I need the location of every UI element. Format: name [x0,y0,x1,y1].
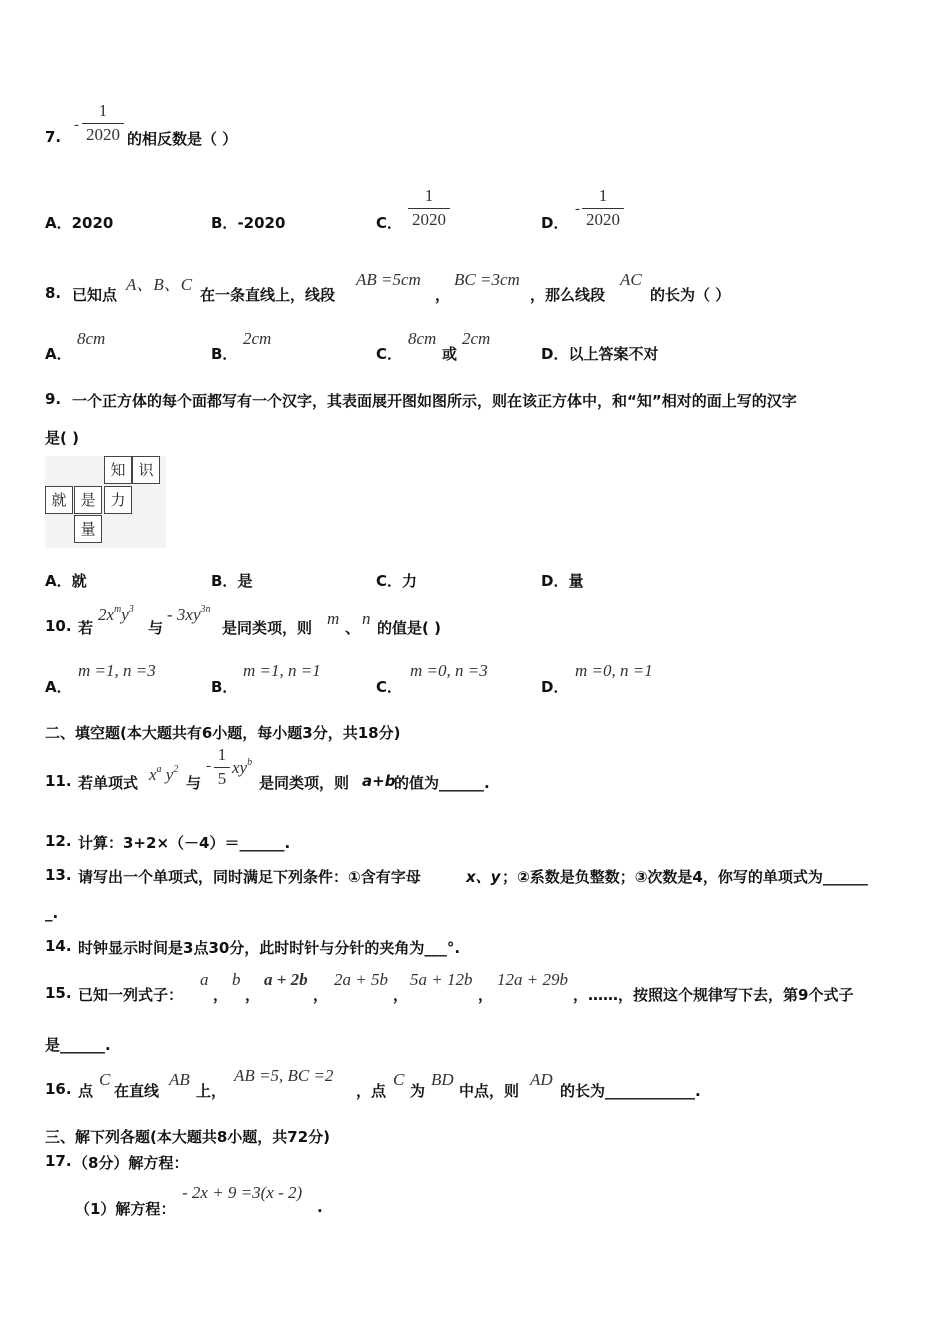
q13-text-2: ；②系数是负整数；③次数是4，你写的单项式为______ [502,868,868,886]
net-cell-zhi: 知 [104,456,132,484]
q14-number: 14. [45,937,72,955]
q10-term-1: $2x^my^3$ [98,604,134,624]
q8-text-5: 的长为（ ） [650,286,731,304]
q8-math-points: A、B、C [126,275,193,294]
q15-item-2: b [232,970,241,989]
q16-text-3: 上， [196,1082,227,1100]
section-3-heading: 三、解下列各题(本大题共8小题，共72分) [45,1128,331,1146]
q15-comma-4: ， [393,986,409,1004]
q8-option-c-math2: 2cm [462,329,491,348]
q7-option-d-fraction: 1 2020 [582,186,624,230]
q11-fraction: 1 5 [214,745,230,789]
q10-option-d-math: m =0, n =1 [575,661,653,680]
q13-line-2: _. [45,904,59,922]
q7-frac-num: 1 [98,101,108,120]
q8-option-a-math: 8cm [77,329,106,348]
q10-term-2: - $3xy^{3n}$ [167,604,211,624]
q13-xy: x、y [466,868,501,886]
q16-number: 16. [45,1080,72,1098]
q16-text-1: 点 [78,1082,94,1100]
q15-item-1: a [200,970,209,989]
q17-number: 17. [45,1152,72,1170]
q15-item-6: 12a + 29b [497,970,568,989]
q10-text-2: 与 [148,619,164,637]
q15-item-5: 5a + 12b [410,970,473,989]
q17-dot: . [317,1198,323,1216]
q10-text-3: 是同类项，则 [222,619,313,637]
q15-text-2: ，……，按照这个规律写下去，第9个式子 [573,986,854,1004]
q8-option-b-math: 2cm [243,329,272,348]
net-cell-jiu: 就 [45,486,73,514]
q12-number: 12. [45,832,72,850]
q11-text-2: 与 [186,774,202,792]
q9-option-b: B．是 [211,572,253,590]
net-cell-shi2: 是 [74,486,102,514]
q10-option-c-math: m =0, n =3 [410,661,488,680]
q17-sub-label: （1）解方程： [75,1200,176,1218]
q7-text: 的相反数是（ ） [127,130,238,148]
q16-text-5: 为 [410,1082,426,1100]
q12-text: 计算：3+2×（－4）＝______. [78,834,291,852]
q16-math-c2: C [393,1070,405,1089]
q10-option-a-math: m =1, n =3 [78,661,156,680]
q15-comma-2: ， [245,986,261,1004]
q11-minus: - [206,758,211,774]
q10-separator: 、 [345,619,361,637]
q7-option-c-label: C． [376,214,403,232]
q16-math-condition: AB =5, BC =2 [234,1066,334,1085]
q13-number: 13. [45,866,72,884]
q15-comma-5: ， [478,986,494,1004]
q10-option-c-label: C． [376,678,403,696]
q16-text-6: 中点，则 [459,1082,520,1100]
q8-text-2: 在一条直线上，线段 [200,286,336,304]
q11-text-3: 是同类项，则 [259,774,350,792]
q15-item-4: 2a + 5b [334,970,388,989]
q10-number: 10. [45,617,72,635]
q16-math-c: C [99,1070,111,1089]
q10-option-a-label: A． [45,678,72,696]
q15-item-3: a + 2b [264,970,308,989]
q8-option-c-math: 8cm [408,329,437,348]
q16-math-ad: AD [530,1070,553,1089]
q11-ab: a+b [362,772,396,790]
net-cell-shi: 识 [132,456,160,484]
q8-text-4: ，那么线段 [530,286,606,304]
q9-line-1: 一个正方体的每个面都写有一个汉字，其表面展开图如图所示，则在该正方体中，和“知”相对的面上写的汉字 [72,392,797,410]
q11-text-4: 的值为______. [394,774,490,792]
q7-option-b: B．-2020 [211,214,286,232]
q17-text: （8分）解方程： [73,1154,189,1172]
q10-text-1: 若 [78,619,94,637]
cube-net-figure [45,456,166,548]
q7-minus: - [74,117,79,133]
q11-number: 11. [45,772,72,790]
q11-term-2: $xy^b$ [232,757,253,777]
q10-var-m: m [327,609,340,628]
q10-option-b-math: m =1, n =1 [243,661,321,680]
q10-option-d-label: D． [541,678,569,696]
q11-term-1: $x^a$ $y^2$ [149,764,179,784]
q15-text-1: 已知一列式子： [78,986,184,1004]
q7-option-c-fraction: 1 2020 [408,186,450,230]
net-cell-li: 力 [104,486,132,514]
q10-var-n: n [362,609,371,628]
q8-math-bc: BC =3cm [454,270,520,289]
q7-frac-den: 2020 [86,125,120,144]
q8-text-3: ， [435,286,451,304]
q8-option-d: D．以上答案不对 [541,345,659,363]
q7-option-d-label: D． [541,214,569,232]
q16-math-bd: BD [431,1070,454,1089]
q8-math-ab: AB =5cm [356,270,421,289]
q16-text-2: 在直线 [114,1082,160,1100]
q13-text-1: 请写出一个单项式，同时满足下列条件：①含有字母 [78,868,421,886]
q16-math-ab: AB [169,1070,190,1089]
q7-fraction [82,101,124,145]
q9-line-2: 是( ) [45,429,79,447]
q15-line-2: 是______. [45,1036,111,1054]
q9-option-c: C．力 [376,572,418,590]
q9-number: 9. [45,390,62,408]
q10-text-4: 的值是( ) [377,619,441,637]
q7-option-a: A．2020 [45,214,114,232]
net-cell-liang: 量 [74,515,102,543]
q8-number: 8. [45,284,62,302]
q14-text: 时钟显示时间是3点30分，此时时针与分针的夹角为___°. [78,939,461,957]
q15-comma-1: ， [213,986,229,1004]
section-2-heading: 二、填空题(本大题共有6小题，每小题3分，共18分) [45,724,401,742]
q8-option-a-label: A． [45,345,72,363]
q16-text-7: 的长为____________. [560,1082,701,1100]
q7-number: 7. [45,128,62,146]
q8-option-c-or: 或 [442,345,458,363]
q9-option-a: A．就 [45,572,87,590]
q17-equation: - 2x + 9 =3(x - 2) [182,1183,303,1202]
q15-number: 15. [45,984,72,1002]
q11-text-1: 若单项式 [78,774,139,792]
q16-text-4: ，点 [356,1082,387,1100]
q9-option-d: D．量 [541,572,584,590]
q8-option-c-label: C． [376,345,403,363]
q8-text-1: 已知点 [72,286,118,304]
q7-option-d-minus: - [575,201,580,217]
q8-math-ac: AC [620,270,642,289]
q10-option-b-label: B． [211,678,238,696]
q8-option-b-label: B． [211,345,238,363]
q15-comma-3: ， [313,986,329,1004]
